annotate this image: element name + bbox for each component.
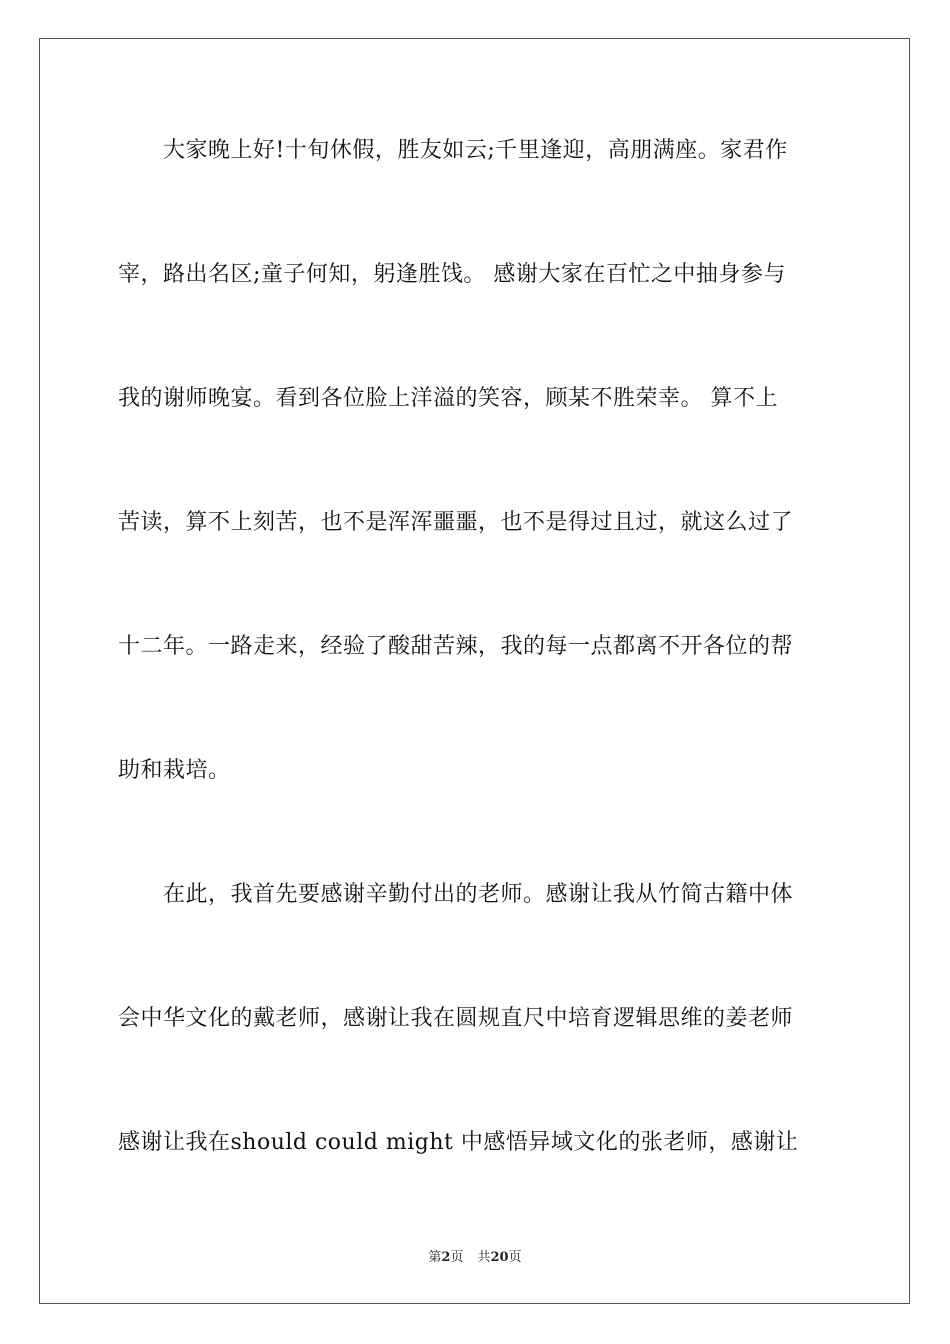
page-total: 20 [490,1250,509,1265]
paragraph-line: 宰，路出名区;童子何知，躬逢胜饯。 感谢大家在百忙之中抽身参与 [118,262,786,287]
page-current: 2 [441,1250,451,1265]
page-footer [0,1246,950,1265]
paragraph-line: 我的谢师晚宴。看到各位脸上洋溢的笑容，顾某不胜荣幸。 算不上 [118,386,778,411]
paragraph-line: 苦读，算不上刻苦，也不是浑浑噩噩，也不是得过且过，就这么过了 [118,510,794,535]
paragraph-line: 感谢让我在should could might 中感悟异域文化的张老师，感谢让 [118,1130,799,1155]
total-suffix: 页 [508,1250,522,1265]
paragraph-line: 会中华文化的戴老师，感谢让我在圆规直尺中培育逻辑思维的姜老师 [118,1006,794,1031]
paragraph-line: 十二年。一路走来，经验了酸甜苦辣，我的每一点都离不开各位的帮 [118,634,794,659]
paragraph-line: 大家晚上好!十旬休假，胜友如云;千里逢迎，高朋满座。家君作 [163,138,788,163]
page-prefix: 第 [428,1250,442,1265]
paragraph-line: 在此，我首先要感谢辛勤付出的老师。感谢让我从竹简古籍中体 [163,882,794,907]
total-prefix: 共 [477,1250,491,1265]
page-suffix: 页 [450,1250,464,1265]
paragraph-line: 助和栽培。 [118,758,231,783]
page-border [39,38,910,1304]
